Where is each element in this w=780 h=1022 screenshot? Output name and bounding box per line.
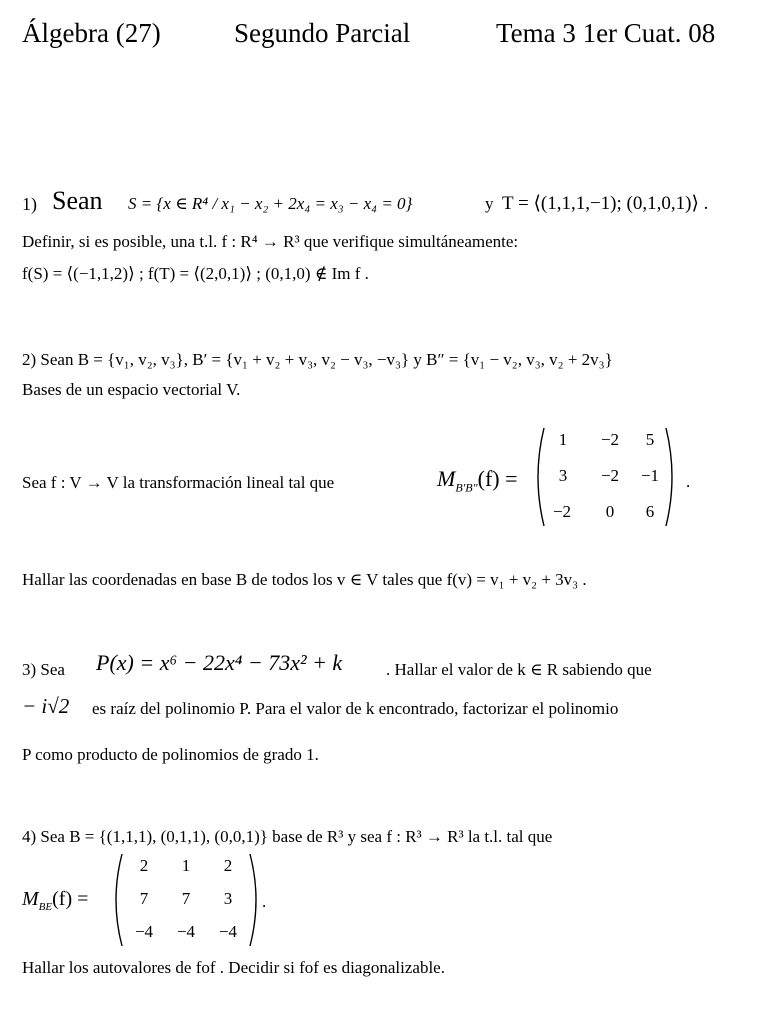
m1-cell: 0 xyxy=(605,502,615,521)
p2-bases: 2) Sean B = {v₁, v₂, v₃}, B′ = {v₁ + v₂ + v₃, v₂ − v₃, −v₃} y B″ = {v₁ − v₂, v₃, v₂ + 2v₃} xyxy=(22,350,613,369)
m2-cell: 7 xyxy=(139,889,149,908)
p2-matrix-label: $M_{B'B''}(f)$ = xyxy=(437,466,518,495)
m1-cell: 6 xyxy=(645,502,655,521)
m2-cell: 7 xyxy=(181,889,191,908)
p2-sea: Sea f : V → V la transformación lineal tal que xyxy=(22,473,335,492)
p3-line2: es raíz del polinomio P. Para el valor de k encontrado, factorizar el polinomio xyxy=(92,699,619,718)
course-title: Álgebra (27) xyxy=(22,18,161,48)
m2-cell: 2 xyxy=(139,856,149,875)
p3-root: − i√2 xyxy=(22,694,70,718)
p3-prefix: 3) Sea xyxy=(22,660,65,679)
m2-cell: 2 xyxy=(223,856,233,875)
m1-cell: 1 xyxy=(558,430,568,449)
p3-line3: P como producto de polinomios de grado 1. xyxy=(22,745,319,764)
m2-cell: −4 xyxy=(176,922,196,941)
m1-cell: −2 xyxy=(600,466,620,485)
m1-cell: 5 xyxy=(645,430,655,449)
p1-y: y xyxy=(485,194,494,213)
p4-question: Hallar los autovalores de fof . Decidir si fof es diagonalizable. xyxy=(22,958,445,977)
p2-question: Hallar las coordenadas en base B de todos los v ∈ V tales que f(v) = v₁ + v₂ + 3v₃ . xyxy=(22,570,587,589)
m2-cell: 1 xyxy=(181,856,191,875)
m1-cell: −1 xyxy=(640,466,660,485)
p1-number: 1) xyxy=(22,194,37,214)
p1-sean: Sean xyxy=(52,186,103,215)
p2-matrix xyxy=(530,426,680,528)
p1-statement: Definir, si es posible, una t.l. f : R⁴ → R³ que verifique simultáneamente: xyxy=(22,232,519,251)
exam-title: Segundo Parcial xyxy=(234,18,411,48)
p3-line1-rest: . Hallar el valor de k ∈ R sabiendo que xyxy=(386,660,652,679)
exam-topic: Tema 3 1er Cuat. 08 xyxy=(496,18,716,48)
p2-space: Bases de un espacio vectorial V. xyxy=(22,380,241,399)
m1-cell: −2 xyxy=(552,502,572,521)
m1-cell: 3 xyxy=(558,466,568,485)
p4-matrix-label: $M_{BE}(f)$ = xyxy=(22,888,89,913)
p1-conditions: f(S) = ⟨(−1,1,2)⟩ ; f(T) = ⟨(2,0,1)⟩ ; (0,1,0) ∉ Im f . xyxy=(22,264,369,283)
p4-dot: . xyxy=(262,892,267,911)
m2-cell: −4 xyxy=(218,922,238,941)
p2-dot: . xyxy=(686,472,691,491)
p4-matrix xyxy=(110,852,260,948)
m2-cell: 3 xyxy=(223,889,233,908)
p4-line1: 4) Sea B = {(1,1,1), (0,1,1), (0,0,1)} base de R³ y sea f : R³ → R³ la t.l. tal que xyxy=(22,827,553,846)
p1-set-s: S = {x ∈ R⁴ / x₁ − x₂ + 2x₄ = x₃ − x₄ = 0} xyxy=(128,194,413,213)
m2-cell: −4 xyxy=(134,922,154,941)
p3-polynomial: P(x) = x⁶ − 22x⁴ − 73x² + k xyxy=(96,650,343,675)
m1-cell: −2 xyxy=(600,430,620,449)
p1-set-t: T = ⟨(1,1,1,−1); (0,1,0,1)⟩ . xyxy=(502,193,709,214)
